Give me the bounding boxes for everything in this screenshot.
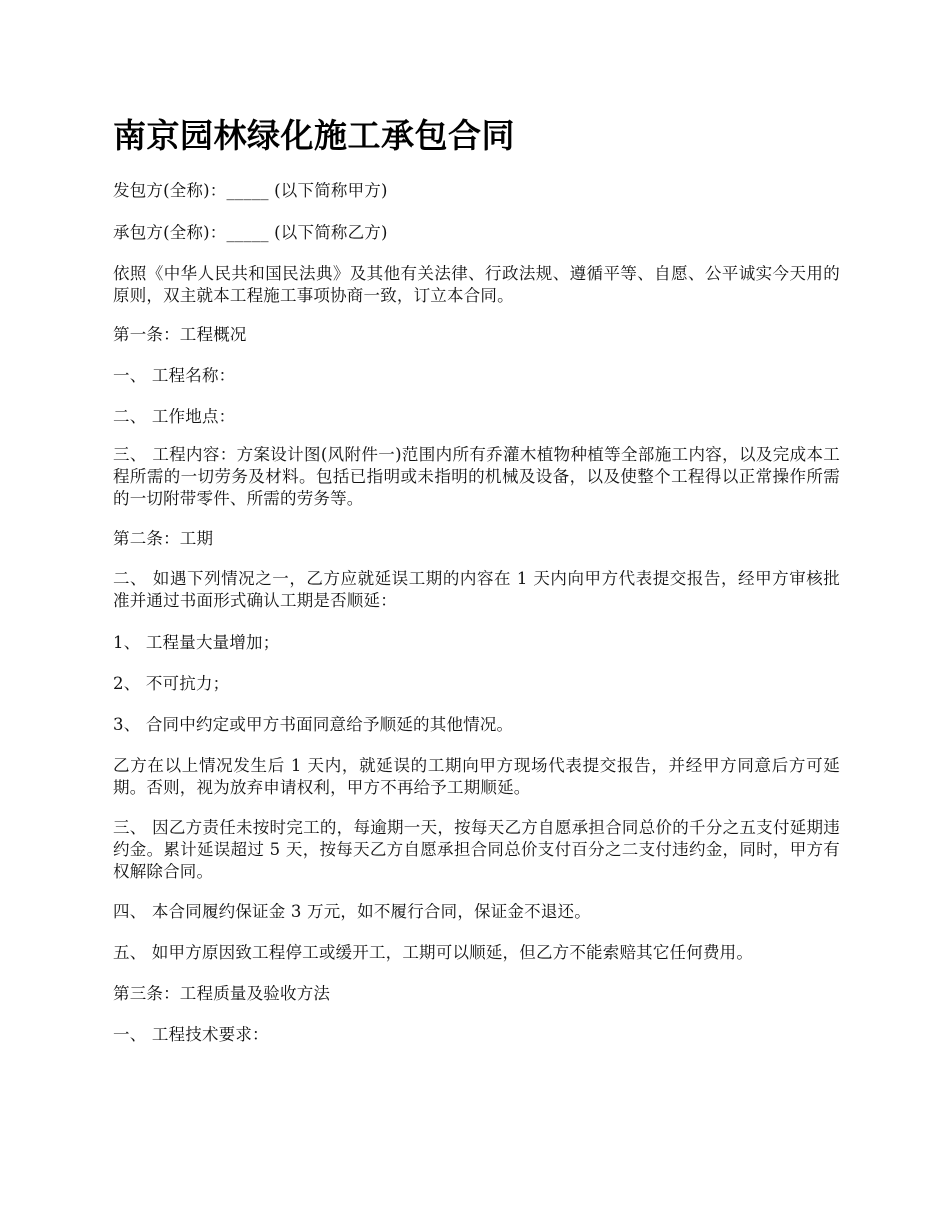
- work-location-line: 二、 工作地点：: [113, 407, 236, 426]
- condition-item-1: 1、 工程量大量增加；: [113, 633, 280, 652]
- delay-report-paragraph: 乙方在以上情况发生后 1 天内，就延误的工期向甲方现场代表提交报告，并经甲方同意后方可延期。否则，视为放弃申请权利，甲方不再给予工期顺延。: [113, 756, 840, 797]
- project-name-line: 一、 工程名称：: [113, 366, 236, 385]
- article-2-heading: 第二条：工期: [113, 529, 214, 548]
- article-3-heading: 第三条：工程质量及验收方法: [113, 984, 331, 1003]
- document-title: 南京园林绿化施工承包合同: [113, 116, 515, 155]
- article-1-heading: 第一条：工程概况: [113, 325, 247, 344]
- condition-item-3: 3、 合同中约定或甲方书面同意给予顺延的其他情况。: [113, 715, 514, 734]
- party-b-line: 承包方(全称)：_____ (以下简称乙方): [113, 223, 388, 242]
- condition-item-2: 2、 不可抗力；: [113, 674, 230, 693]
- preamble-paragraph: 依照《中华人民共和国民法典》及其他有关法律、行政法规、遵循平等、自愿、公平诚实今天用的原则，双主就本工程施工事项协商一致，订立本合同。: [113, 264, 840, 305]
- delay-conditions-paragraph: 二、 如遇下列情况之一，乙方应就延误工期的内容在 1 天内向甲方代表提交报告，经甲方审核批准并通过书面形式确认工期是否顺延：: [113, 569, 840, 610]
- penalty-paragraph: 三、 因乙方责任未按时完工的，每逾期一天，按每天乙方自愿承担合同总价的千分之五支付延期违约金。累计延误超过 5 天，按每天乙方自愿承担合同总价支付百分之二支付违约金，同时，甲方有权解除合同。: [113, 818, 840, 881]
- performance-bond-line: 四、 本合同履约保证金 3 万元，如不履行合同，保证金不退还。: [113, 902, 591, 921]
- party-a-delay-line: 五、 如甲方原因致工程停工或缓开工，工期可以顺延，但乙方不能索赔其它任何费用。: [113, 943, 754, 962]
- project-content-paragraph: 三、 工程内容：方案设计图(风附件一)范围内所有乔灌木植物种植等全部施工内容，以及完成本工程所需的一切劳务及材料。包括已指明或未指明的机械及设备，以及使整个工程得以正常操作所需的一切附带零件、所需的劳务等。: [113, 445, 840, 508]
- technical-requirements-line: 一、 工程技术要求：: [113, 1025, 269, 1044]
- party-a-line: 发包方(全称)：_____ (以下简称甲方): [113, 181, 388, 200]
